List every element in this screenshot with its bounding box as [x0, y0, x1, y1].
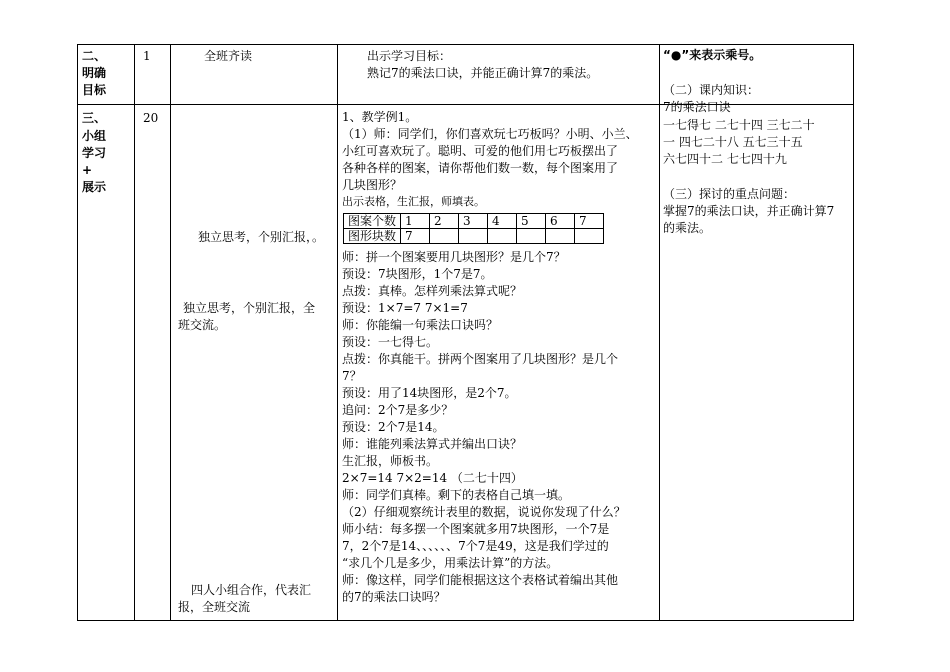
- section-label: +: [82, 163, 93, 177]
- multiplication-table: [343, 213, 604, 244]
- table-cell: 1: [401, 214, 430, 229]
- section-label: 学习: [82, 146, 107, 160]
- section-label: 目标: [82, 83, 107, 97]
- teacher-activity-line: 预设：一七得七。: [342, 335, 439, 349]
- table-row: [344, 214, 604, 229]
- teacher-activity-line: 师：同学们真棒。剩下的表格自己填一填。: [342, 488, 571, 502]
- notes-line: 的乘法。: [663, 221, 712, 235]
- column-divider: [77, 44, 78, 621]
- teacher-activity-line: 师：拼一个图案要用几块图形？是几个7？: [342, 250, 566, 264]
- teacher-activity-line: 生汇报，师板书。: [342, 454, 439, 468]
- teacher-activity-line: 师小结：每多摆一个图案就多用7块图形，一个7是: [342, 522, 610, 536]
- section-label: 明确: [82, 66, 107, 80]
- lesson-plan-table: [77, 44, 853, 621]
- table-border-bottom: [77, 620, 854, 621]
- notes-line: 掌握7的乘法口诀，并正确计算7: [663, 204, 835, 218]
- row-divider: [77, 104, 854, 105]
- table-cell: 6: [546, 214, 575, 229]
- table-cell: [546, 229, 575, 244]
- table-cell: [488, 229, 517, 244]
- teacher-activity-line: （1）师：同学们，你们喜欢玩七巧板吗？小明、小兰、: [342, 127, 638, 141]
- teacher-activity-line: 2×7=14 7×2=14 （二七十四）: [342, 471, 523, 485]
- teacher-activity-line: 点拨：真棒。怎样列乘法算式呢？: [342, 284, 523, 298]
- student-activity: 四人小组合作，代表汇: [191, 583, 312, 597]
- teacher-activity-line: 预设：7块图形，1个7是7。: [342, 267, 493, 281]
- table-cell: [459, 229, 488, 244]
- teacher-activity-line: 点拨：你真能干。拼两个图案用了几块图形？是几个: [342, 352, 619, 366]
- table-row: [344, 229, 604, 244]
- section-label: 二、: [82, 49, 107, 63]
- column-divider: [134, 44, 135, 621]
- table-cell: 图形块数: [344, 229, 401, 244]
- table-cell: 7: [401, 229, 430, 244]
- teacher-activity-line: 7？: [342, 369, 362, 383]
- teacher-activity-line: 师：谁能列乘法算式并编出口诀？: [342, 437, 523, 451]
- student-activity: 独立思考，个别汇报，全: [183, 301, 316, 315]
- teacher-activity-line: 出示学习目标：: [367, 49, 452, 63]
- table-border-right: [853, 44, 854, 621]
- column-divider: [170, 44, 171, 621]
- student-activity: 班交流。: [178, 318, 227, 332]
- table-border-top: [77, 44, 853, 45]
- teacher-activity-line: 几块图形？: [342, 178, 403, 192]
- table-cell: 图案个数: [344, 214, 401, 229]
- notes-line: “●”来表示乘号。: [663, 48, 762, 62]
- teacher-activity-line: 熟记7的乘法口诀，并能正确计算7的乘法。: [367, 66, 599, 80]
- section-label: 展示: [82, 180, 107, 194]
- teacher-activity-line: （2）仔细观察统计表里的数据，说说你发现了什么？: [342, 505, 626, 519]
- teacher-activity-line: 的7的乘法口诀吗？: [342, 590, 446, 604]
- teacher-activity-line: 预设：用了14块图形，是2个7。: [342, 386, 517, 400]
- teacher-activity-line: 7，2个7是14、、、、、、7个7是49，这是我们学过的: [342, 539, 609, 553]
- table-cell: 3: [459, 214, 488, 229]
- teacher-activity-line: 追问：2个7是多少？: [342, 403, 454, 417]
- teacher-activity-line: “求几个几是多少，用乘法计算”的方法。: [342, 556, 559, 570]
- table-cell: 4: [488, 214, 517, 229]
- notes-line: 六七四十二 七七四十九: [663, 152, 787, 166]
- column-divider: [659, 44, 660, 621]
- minutes-value: 20: [143, 111, 159, 125]
- notes-line: 一 四七二十八 五七三十五: [663, 135, 803, 149]
- table-cell: [517, 229, 546, 244]
- student-activity: 全班齐读: [204, 49, 253, 63]
- table-cell: 5: [517, 214, 546, 229]
- table-note: 出示表格，生汇报，师填表。: [342, 195, 485, 208]
- notes-line: （三）探讨的重点问题：: [663, 187, 796, 201]
- notes-line: 7的乘法口诀: [663, 100, 731, 114]
- student-activity: 报，全班交流: [178, 600, 251, 614]
- teacher-activity-line: 师：像这样，同学们能根据这这个表格试着编出其他: [342, 573, 619, 587]
- teacher-activity-line: 1、教学例1。: [342, 110, 418, 124]
- table-cell: [430, 229, 459, 244]
- notes-line: （二）课内知识：: [663, 83, 760, 97]
- table-cell: [575, 229, 604, 244]
- column-divider: [337, 44, 338, 621]
- teacher-activity-line: 师：你能编一句乘法口诀吗？: [342, 318, 499, 332]
- notes-line: 一七得七 二七十四 三七二十: [663, 118, 815, 132]
- section-label: 小组: [82, 129, 107, 143]
- student-activity: 独立思考，个别汇报，。: [198, 230, 325, 244]
- table-cell: 2: [430, 214, 459, 229]
- teacher-activity-line: 预设：1×7=7 7×1=7: [342, 301, 468, 315]
- section-label: 三、: [82, 111, 107, 125]
- teacher-activity-line: 小红可喜欢玩了。聪明、可爱的他们用七巧板摆出了: [342, 144, 619, 158]
- teacher-activity-line: 各种各样的图案，请你帮他们数一数，每个图案用了: [342, 161, 619, 175]
- teacher-activity-line: 预设：2个7是14。: [342, 420, 445, 434]
- minutes-value: 1: [143, 49, 151, 63]
- table-cell: 7: [575, 214, 604, 229]
